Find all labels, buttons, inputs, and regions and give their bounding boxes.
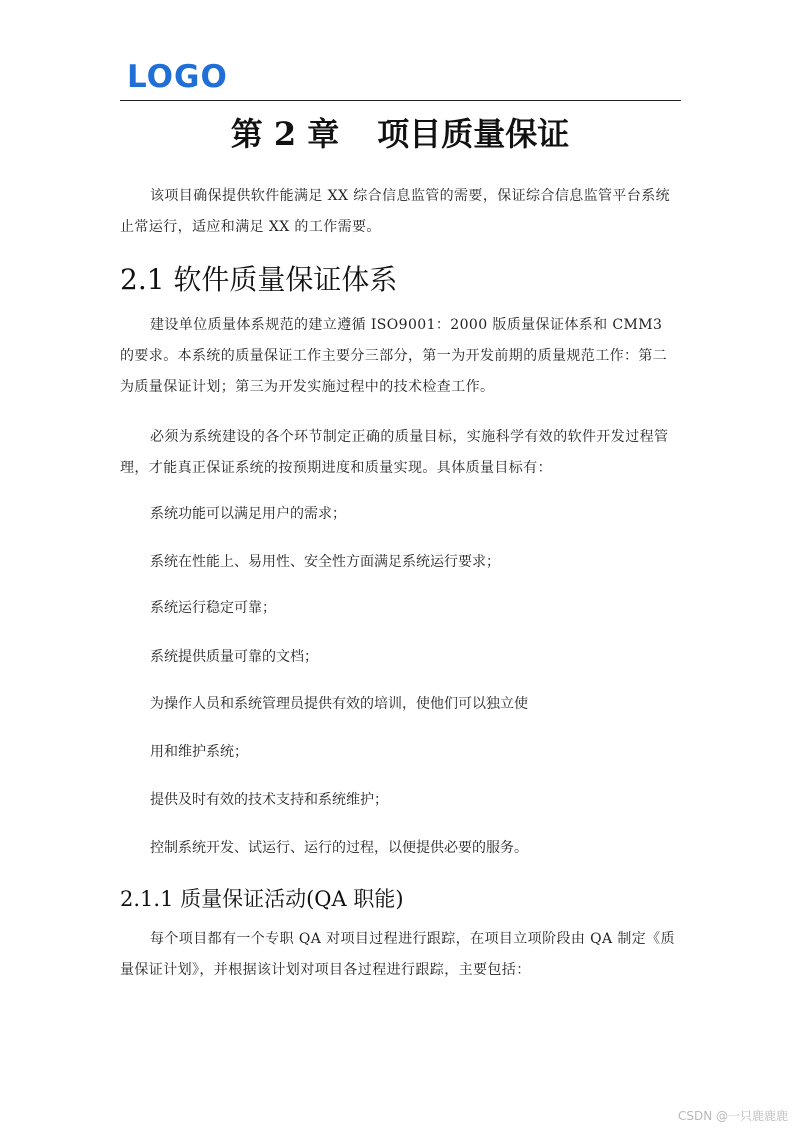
section-2-1-1-heading: 2.1.1 质量保证活动(QA 职能) bbox=[120, 887, 404, 911]
list-item: 用和维护系统； bbox=[150, 744, 248, 760]
intro-paragraph: 该项目确保提供软件能满足 XX 综合信息监管的需要，保证综合信息监管平台系统止常运行，适应和满足 XX 的工作需要。 bbox=[120, 188, 671, 235]
watermark: CSDN @一只鹿鹿鹿 bbox=[677, 1109, 788, 1123]
list-item: 提供及时有效的技术支持和系统维护； bbox=[150, 792, 388, 808]
section-2-1-1-paragraph: 每个项目都有一个专职 QA 对项目过程进行跟踪，在项目立项阶段由 QA 制定《质量保证计划》，并根据该计划对项目各过程进行跟踪，主要包括： bbox=[120, 931, 675, 978]
header-rule bbox=[120, 100, 681, 101]
list-item: 系统运行稳定可靠； bbox=[150, 600, 276, 616]
list-item: 系统在性能上、易用性、安全性方面满足系统运行要求； bbox=[150, 554, 500, 570]
logo: LOGO bbox=[127, 59, 228, 95]
chapter-heading-text: 项目质量保证 bbox=[377, 115, 570, 153]
chapter-title bbox=[0, 112, 800, 156]
list-item: 控制系统开发、试运行、运行的过程，以便提供必要的服务。 bbox=[150, 840, 528, 856]
list-item: 为操作人员和系统管理员提供有效的培训，使他们可以独立使 bbox=[150, 696, 528, 712]
section-2-1-paragraph-1: 建设单位质量体系规范的建立遵循 ISO9001：2000 版质量保证体系和 CMM3 的要求。本系统的质量保证工作主要分三部分，第一为开发前期的质量规范工作：第二为质量保证计划；第三为开发实施过程中的技术检查工作。 bbox=[120, 317, 668, 395]
chapter-number: 第 2 章 bbox=[230, 115, 340, 153]
list-item: 系统功能可以满足用户的需求； bbox=[150, 506, 346, 522]
list-item: 系统提供质量可靠的文档； bbox=[150, 649, 318, 665]
section-2-1-heading: 2.1 软件质量保证体系 bbox=[120, 263, 398, 296]
section-2-1-paragraph-2: 必须为系统建设的各个环节制定正确的质量目标，实施科学有效的软件开发过程管理，才能真正保证系统的按预期进度和质量实现。具体质量目标有： bbox=[120, 429, 669, 476]
